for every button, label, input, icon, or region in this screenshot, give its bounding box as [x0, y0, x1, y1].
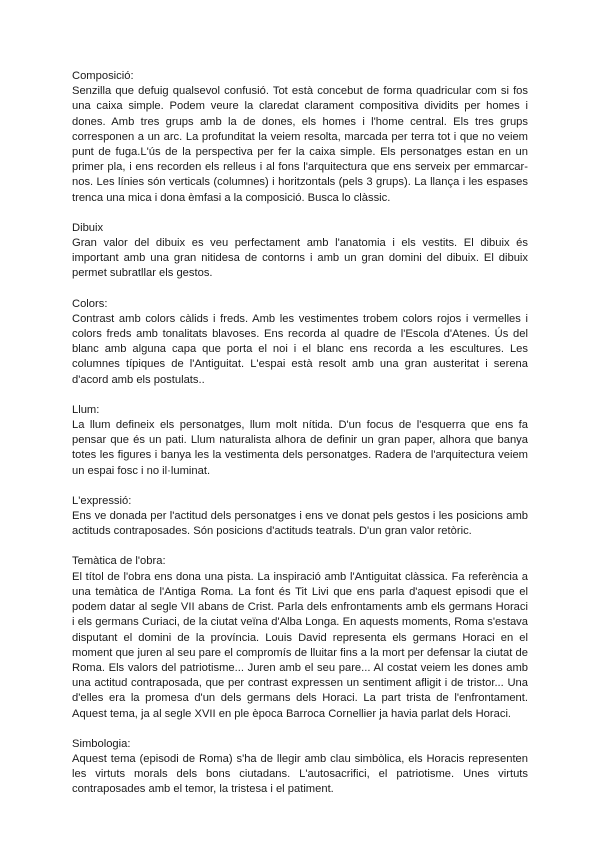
- section-heading: Temàtica de l'obra:: [72, 555, 166, 568]
- section-dibuix: [72, 221, 528, 282]
- section-body: Aquest tema (episodi de Roma) s'ha de llegir amb clau simbòlica, els Horacis representen les virtuts morals dels bons ciutadans. L'autosacrifici, el patriotisme. Unes virtuts contraposades amb el temor, la tristesa i el patiment.: [72, 752, 528, 796]
- document-page: [72, 69, 528, 813]
- section-body: El títol de l'obra ens dona una pista. La inspiració amb l'Antiguitat clàssica. Fa referència a una temàtica de l'Antiga Roma. La font és Tit Livi que ens parla d'aquest episodi que el podem datar al segle VII abans de Crist. Parla dels enfrontaments amb els germans Horaci i els germans Curiaci, de la ciutat veïna d'Alba Longa. En aquests moments, Roma s'estava disputant el domini de la província. Louis David representa els germans Horaci en el moment que juren al seu pare el compromís de lluitar fins a la mort per defensar la ciutat de Roma. Els valors del patriotisme... Juren amb el seu pare... Al costat veiem les dones amb una actitud contraposada, que per contrast expressen un sentiment afligit i de tristor... Una d'elles era la promesa d'un dels germans dels Horaci. La part trista de l'enfrontament. Aquest tema, ja al segle XVII en ple època Barroca Cornellier ja havia parlat dels Horaci.: [72, 570, 528, 720]
- section-body: Ens ve donada per l'actitud dels personatges i ens ve donat pels gestos i les posicions amb actituds contraposades. Són posicions d'actituds teatrals. D'un gran valor retòric.: [72, 510, 528, 538]
- section-body: Contrast amb colors càlids i freds. Amb les vestimentes trobem colors rojos i vermelles i colors freds amb tonalitats blavoses. Ens recorda al quadre de l'Escola d'Atenes. Ús del blanc amb alguna capa que porta el noi i el blanc ens recorda a les escultures. Les columnes típiques de l'Antiguitat. L'espai està resolt amb una gran austeritat i serena d'acord amb els postulats..: [72, 312, 528, 386]
- section-heading: Colors:: [72, 297, 108, 310]
- section-composicio: [72, 69, 528, 206]
- section-heading: L'expressió:: [72, 494, 132, 507]
- section-expressio: [72, 494, 528, 540]
- section-body: Gran valor del dibuix es veu perfectament amb l'anatomia i els vestits. El dibuix és important amb una gran nitidesa de contorns i amb un gran domini del dibuix. El dibuix permet subratllar els gestos.: [72, 237, 528, 280]
- section-heading: Llum:: [72, 403, 100, 416]
- section-heading: Composició:: [72, 70, 134, 82]
- section-heading: Dibuix: [72, 221, 104, 234]
- section-colors: [72, 297, 528, 388]
- section-heading: Simbologia:: [72, 737, 131, 750]
- section-body: La llum defineix els personatges, llum molt nítida. D'un focus de l'esquerra que ens fa pensar que és un pati. Llum naturalista alhora de definir un gran paper, alhora que banya totes les figures i banya les la vestimenta dels personatges. Radera de l'arquitectura veiem un espai fosc i no il·luminat.: [72, 419, 528, 477]
- section-tematica: [72, 554, 528, 721]
- section-simbologia: [72, 737, 528, 798]
- section-llum: [72, 403, 528, 479]
- section-body: Senzilla que defuig qualsevol confusió. Tot està concebut de forma quadricular com si fos una caixa simple. Podem veure la claredat clarament compositiva dividits per homes i dones. Amb tres grups amb la de dones, els homes i l'home central. Els tres grups corresponen a un arc. La profunditat la veiem resolta, marcada per terra tot i que no veiem punt de fuga.L'ús de la perspectiva per fer la caixa simple. Els personatges estan en un primer pla, i ens recorden els relleus i al fons l'arquitectura que ens serveix per emmarcar-nos. Les línies són verticals (columnes) i horitzontals (pels 3 grups). La llança i les espases trenca una mica i dona èmfasi a la composició. Busca lo clàssic.: [72, 85, 528, 204]
